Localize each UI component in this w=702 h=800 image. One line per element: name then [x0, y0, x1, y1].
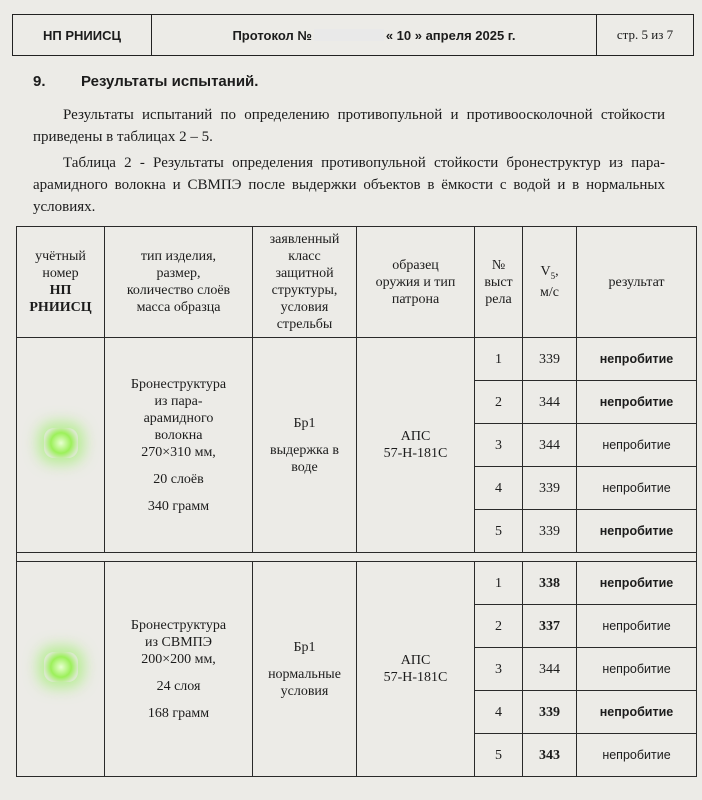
result-cell: непробитие	[577, 424, 697, 467]
weapon-cell	[357, 338, 475, 553]
col-header-shot-number	[475, 227, 523, 338]
class-condition-line: воде	[291, 459, 318, 475]
velocity-cell: 343	[523, 734, 577, 777]
col-header-protection-class-line: стрельбы	[276, 317, 333, 332]
velocity-cell: 337	[523, 605, 577, 648]
col-header-account-number-line: НП	[49, 283, 72, 298]
col-header-shot-number-line: №	[491, 257, 506, 273]
product-line: из пара-	[154, 393, 203, 409]
weapon-cell	[357, 562, 475, 777]
class-condition-line: Бр1	[293, 415, 316, 431]
shot-number-cell: 5	[475, 734, 523, 777]
product-line: Бронеструктура	[130, 376, 227, 392]
class-condition-cell	[253, 338, 357, 553]
velocity-unit: , м/с	[540, 263, 559, 301]
col-header-product-type-line: тип изделия,	[140, 249, 217, 264]
col-header-weapon-line: образец	[392, 257, 439, 273]
redacted-mark-icon	[44, 652, 78, 682]
class-condition-line: нормальные	[268, 666, 341, 682]
velocity-cell: 339	[523, 338, 577, 381]
col-header-protection-class-line: класс	[288, 249, 321, 264]
header-org: НП РНИИСЦ	[13, 15, 152, 55]
results-table-body	[17, 338, 697, 777]
col-header-protection-class-line: защитной	[275, 266, 334, 281]
table-row	[17, 562, 697, 605]
account-number-cell	[17, 562, 105, 777]
results-table	[16, 226, 697, 777]
section-title: Результаты испытаний.	[81, 73, 259, 90]
result-cell: непробитие	[577, 467, 697, 510]
product-line: 270×310 мм,	[141, 444, 216, 460]
table-header-row	[17, 227, 697, 338]
class-condition-cell	[253, 562, 357, 777]
product-cell	[105, 562, 253, 777]
product-line: Бронеструктура	[130, 617, 227, 633]
col-header-product-type-line: масса образца	[136, 300, 221, 315]
account-number-cell	[17, 338, 105, 553]
header-page-number: стр. 5 из 7	[616, 27, 674, 42]
velocity-cell: 338	[523, 562, 577, 605]
result-cell: непробитие	[577, 562, 697, 605]
product-line	[105, 695, 252, 705]
col-header-protection-class-line: заявленный	[269, 232, 340, 247]
velocity-cell: 344	[523, 381, 577, 424]
class-condition-line: условия	[280, 683, 329, 699]
product-line	[105, 668, 252, 678]
col-header-shot-number-line: рела	[485, 291, 512, 307]
col-header-weapon-line: патрона	[391, 291, 440, 307]
result-cell: непробитие	[577, 648, 697, 691]
col-header-protection-class-line: условия	[280, 300, 329, 315]
velocity-cell: 339	[523, 691, 577, 734]
table-row	[17, 338, 697, 381]
col-header-shot-number-line: выст	[484, 274, 513, 290]
weapon-line: 57-Н-181С	[383, 670, 448, 685]
section-number: 9.	[33, 73, 46, 90]
col-header-velocity	[523, 227, 577, 338]
velocity-cell: 339	[523, 510, 577, 553]
result-cell: непробитие	[577, 510, 697, 553]
group-separator	[17, 553, 697, 562]
result-cell: непробитие	[577, 734, 697, 777]
shot-number-cell: 5	[475, 510, 523, 553]
weapon-line: 57-Н-181С	[383, 446, 448, 461]
result-cell: непробитие	[577, 338, 697, 381]
result-cell: непробитие	[577, 605, 697, 648]
redacted-number	[314, 29, 384, 41]
section-heading	[33, 73, 258, 90]
product-line: 340 грамм	[147, 498, 210, 514]
col-header-product-type-line: размер,	[156, 266, 201, 281]
col-header-product-type-line: количество слоёв	[126, 283, 231, 298]
class-condition-line	[253, 656, 356, 666]
product-line: волокна	[154, 427, 203, 443]
velocity-cell: 344	[523, 648, 577, 691]
velocity-cell: 344	[523, 424, 577, 467]
col-header-weapon	[357, 227, 475, 338]
shot-number-cell: 4	[475, 467, 523, 510]
shot-number-cell: 2	[475, 605, 523, 648]
protocol-prefix: Протокол №	[232, 27, 312, 43]
class-condition-line	[253, 432, 356, 442]
product-line: 200×200 мм,	[141, 651, 216, 667]
col-header-account-number	[17, 227, 105, 338]
header-protocol	[152, 15, 597, 55]
redacted-mark-icon	[44, 428, 78, 458]
shot-number-cell: 2	[475, 381, 523, 424]
shot-number-cell: 3	[475, 424, 523, 467]
col-header-protection-class	[253, 227, 357, 338]
class-condition-line: выдержка в	[270, 442, 339, 458]
col-header-weapon-line: оружия и тип	[375, 274, 456, 290]
product-line: арамидного	[143, 410, 214, 426]
velocity-subscript: 5	[550, 270, 556, 281]
product-line: 20 слоёв	[153, 471, 204, 487]
velocity-cell: 339	[523, 467, 577, 510]
shot-number-cell: 4	[475, 691, 523, 734]
col-header-account-number-line: РНИИСЦ	[29, 300, 92, 315]
product-line: 168 грамм	[147, 705, 210, 721]
col-header-account-number-line: учётный	[35, 249, 86, 264]
group-separator-cell	[17, 553, 697, 562]
product-line: 24 слоя	[156, 678, 201, 694]
result-cell: непробитие	[577, 691, 697, 734]
shot-number-cell: 1	[475, 338, 523, 381]
velocity-symbol: V	[540, 263, 551, 279]
intro-paragraph: Результаты испытаний по определению противопульной и противоосколочной стойкости приведены в таблицах 2 – 5.	[33, 107, 665, 145]
weapon-line: АПС	[400, 653, 431, 668]
col-header-account-number-line: номер	[42, 266, 79, 281]
protocol-date: « 10 » апреля 2025 г.	[385, 27, 516, 43]
document-header	[12, 14, 694, 56]
product-cell	[105, 338, 253, 553]
weapon-line: АПС	[400, 429, 431, 444]
shot-number-cell: 1	[475, 562, 523, 605]
product-line	[105, 488, 252, 498]
col-header-product-type	[105, 227, 253, 338]
product-line	[105, 461, 252, 471]
table-caption: Таблица 2 - Результаты определения противопульной стойкости бронеструктур из пара-арамидного волокна и СВМПЭ после выдержки объектов в ёмкости с водой и в нормальных условиях.	[33, 155, 665, 215]
col-header-protection-class-line: структуры,	[271, 283, 338, 298]
shot-number-cell: 3	[475, 648, 523, 691]
product-line: из СВМПЭ	[145, 634, 212, 650]
class-condition-line: Бр1	[293, 639, 316, 655]
result-cell: непробитие	[577, 381, 697, 424]
col-header-result: результат	[577, 227, 697, 338]
